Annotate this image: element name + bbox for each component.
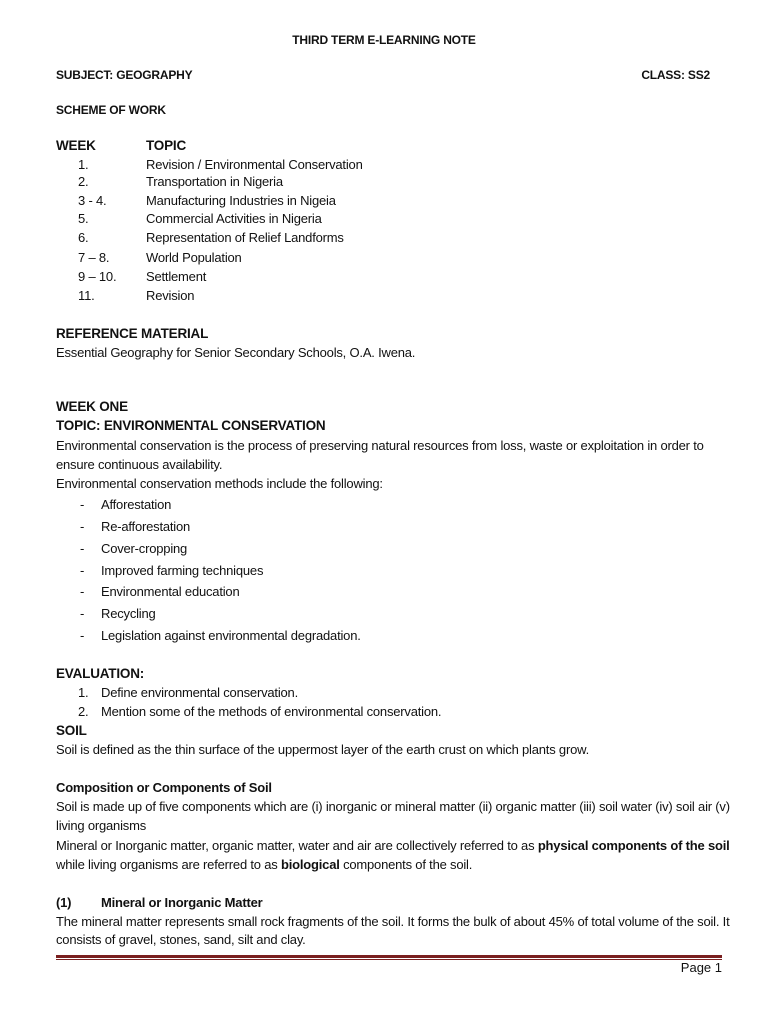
topic-column-header: TOPIC [146,138,187,153]
bullet-dash: - [80,628,85,643]
method-item: Legislation against environmental degradation. [101,628,361,643]
week-topic: World Population [146,250,242,265]
paragraph-line [56,857,472,873]
method-item: Afforestation [101,497,172,512]
paragraph-line: Soil is made up of five components which are (i) inorganic or mineral matter (ii) organic matter (iii) soil water (iv) soil air (v) [56,799,730,814]
subsection-number: (1) [56,895,72,910]
text-run: Mineral or Inorganic matter, organic matter, water and air are collectively referred to as [56,838,538,853]
method-item: Cover-cropping [101,541,188,556]
footer-divider [56,955,722,958]
text-run: components of the soil. [339,857,473,872]
methods-intro: Environmental conservation methods include the following: [56,476,383,491]
bullet-dash: - [80,541,85,556]
week-topic: Revision [146,288,195,303]
week-number: 7 – 8. [78,250,110,265]
week-topic: Representation of Relief Landforms [146,230,344,245]
bullet-dash: - [80,606,85,621]
scheme-heading: SCHEME OF WORK [56,103,166,117]
bold-text-run: physical components of the soil [537,838,730,853]
week-one-topic: TOPIC: ENVIRONMENTAL CONSERVATION [56,418,326,433]
evaluation-number: 1. [78,685,89,700]
week-topic: Manufacturing Industries in Nigeia [146,193,336,208]
method-item: Recycling [101,606,156,621]
evaluation-heading: EVALUATION: [56,666,145,681]
paragraph-line: consists of gravel, stones, sand, silt and clay. [56,932,306,947]
paragraph-line: Environmental conservation is the process of preserving natural resources from loss, waste or exploitation in order to [56,438,704,453]
week-number: 2. [78,174,89,189]
reference-text: Essential Geography for Senior Secondary Schools, O.A. Iwena. [56,345,416,360]
week-number: 9 – 10. [78,269,117,284]
bullet-dash: - [80,563,85,578]
footer-divider-thin [56,959,722,960]
subsection-heading: Mineral or Inorganic Matter [101,895,263,910]
soil-heading: SOIL [56,723,87,738]
week-number: 1. [78,157,89,172]
week-number: 6. [78,230,89,245]
composition-heading: Composition or Components of Soil [56,780,272,795]
bullet-dash: - [80,584,85,599]
week-topic: Commercial Activities in Nigeria [146,211,322,226]
method-item: Environmental education [101,584,240,599]
week-number: 11. [78,288,95,303]
bullet-dash: - [80,497,85,512]
paragraph-line [56,838,730,854]
paragraph-line: ensure continuous availability. [56,457,223,472]
method-item: Re-afforestation [101,519,191,534]
bullet-dash: - [80,519,85,534]
evaluation-number: 2. [78,704,89,719]
soil-definition: Soil is defined as the thin surface of the uppermost layer of the earth crust on which plants grow. [56,742,590,757]
paragraph-line: The mineral matter represents small rock fragments of the soil. It forms the bulk of about 45% of total volume of the soil. It [56,914,730,929]
page-number: Page 1 [680,960,722,975]
evaluation-question: Define environmental conservation. [101,685,298,700]
week-topic: Transportation in Nigeria [146,174,283,189]
week-number: 5. [78,211,89,226]
bold-text-run: biological [280,857,340,872]
document-title: THIRD TERM E-LEARNING NOTE [292,33,476,47]
method-item: Improved farming techniques [101,563,264,578]
class-label: CLASS: SS2 [641,68,710,82]
week-topic: Settlement [146,269,207,284]
evaluation-question: Mention some of the methods of environmental conservation. [101,704,442,719]
week-one-heading: WEEK ONE [56,399,128,414]
paragraph-line: living organisms [56,818,147,833]
week-number: 3 - 4. [78,193,107,208]
subject-label: SUBJECT: GEOGRAPHY [56,68,193,82]
text-run: while living organisms are referred to as [56,857,281,872]
week-topic: Revision / Environmental Conservation [146,157,363,172]
week-column-header: WEEK [56,138,96,153]
reference-heading: REFERENCE MATERIAL [56,326,209,341]
